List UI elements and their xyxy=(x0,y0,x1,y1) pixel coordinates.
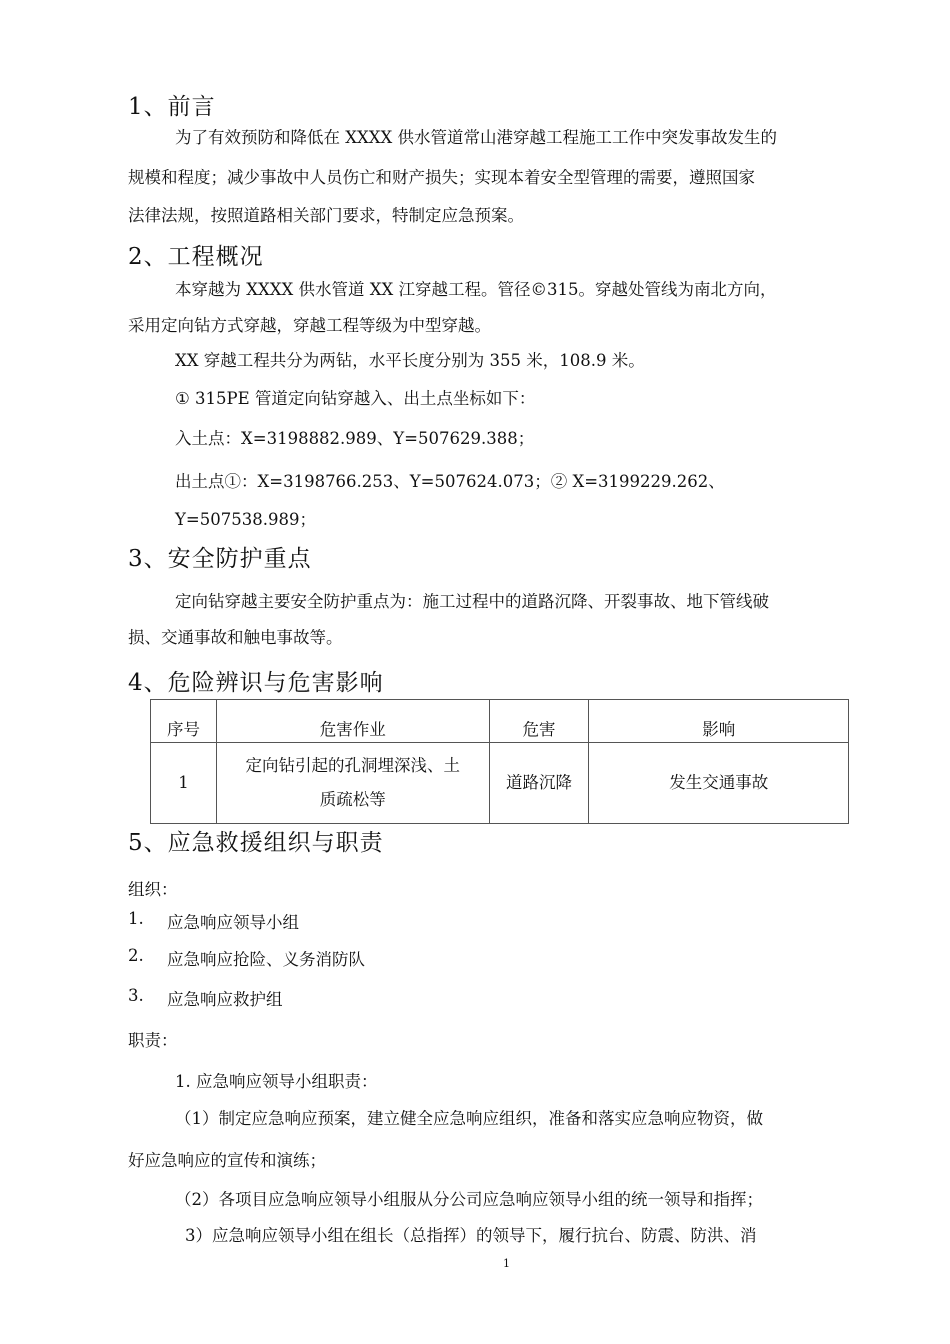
section2-line-7: Y=507538.989； xyxy=(175,510,316,529)
org-item-3-num: 3. xyxy=(128,986,144,1005)
table-header-hazard: 危害 xyxy=(489,700,589,743)
org-item-1-num: 1. xyxy=(128,909,144,928)
table-header-row xyxy=(151,700,849,743)
section5-heading: 5、应急救援组织与职责 xyxy=(128,830,384,856)
org-label: 组织： xyxy=(128,880,178,899)
table-cell-work-line-1: 定向钻引起的孔洞埋深浅、土 xyxy=(245,756,460,775)
section1-line-1: 为了有效预防和降低在 XXXX 供水管道常山港穿越工程施工工作中突发事故发生的 xyxy=(175,128,777,147)
org-item-3-text: 应急响应救护组 xyxy=(167,990,283,1009)
table-cell-impact: 发生交通事故 xyxy=(589,743,849,824)
table-header-seq: 序号 xyxy=(151,700,217,743)
section1-line-3: 法律法规，按照道路相关部门要求，特制定应急预案。 xyxy=(128,206,524,225)
table-header-impact: 影响 xyxy=(589,700,849,743)
table-cell-work-line-2: 质疏松等 xyxy=(319,790,386,809)
duty-line-4: 3）应急响应领导小组在组长（总指挥）的领导下，履行抗台、防震、防洪、消 xyxy=(185,1226,757,1245)
duty-line-3: （2）各项目应急响应领导小组服从分公司应急响应领导小组的统一领导和指挥； xyxy=(175,1190,763,1209)
section2-line-1: 本穿越为 XXXX 供水管道 XX 江穿越工程。管径©315。穿越处管线为南北方向， xyxy=(175,280,777,299)
section1-line-2: 规模和程度；减少事故中人员伤亡和财产损失；实现本着安全型管理的需要，遵照国家 xyxy=(128,168,755,187)
hazard-table xyxy=(150,699,849,824)
section2-heading: 2、工程概况 xyxy=(128,244,264,270)
section1-heading: 1、前言 xyxy=(128,94,216,120)
section2-line-6: 出土点①：X=3198766.253、Y=507624.073；② X=3199229.262、 xyxy=(175,472,725,491)
table-cell-work xyxy=(216,743,489,824)
section2-line-2: 采用定向钻方式穿越，穿越工程等级为中型穿越。 xyxy=(128,316,491,335)
org-item-1-text: 应急响应领导小组 xyxy=(167,913,299,932)
duty-line-2: 好应急响应的宣传和演练； xyxy=(128,1151,326,1170)
table-header-work: 危害作业 xyxy=(216,700,489,743)
org-item-2-num: 2. xyxy=(128,946,144,965)
section2-line-5: 入土点：X=3198882.989、Y=507629.388； xyxy=(175,429,535,448)
section2-line-4: ① 315PE 管道定向钻穿越入、出土点坐标如下： xyxy=(175,389,536,408)
section4-heading: 4、危险辨识与危害影响 xyxy=(128,670,384,696)
section3-line-1: 定向钻穿越主要安全防护重点为：施工过程中的道路沉降、开裂事故、地下管线破 xyxy=(175,592,769,611)
org-item-2-text: 应急响应抢险、义务消防队 xyxy=(167,950,365,969)
section2-line-3: XX 穿越工程共分为两钻，水平长度分别为 355 米，108.9 米。 xyxy=(175,351,645,370)
section3-heading: 3、安全防护重点 xyxy=(128,546,312,572)
page-number: 1 xyxy=(503,1257,510,1270)
duty-line-1: （1）制定应急响应预案，建立健全应急响应组织，准备和落实应急响应物资，做 xyxy=(175,1109,763,1128)
table-cell-hazard: 道路沉降 xyxy=(489,743,589,824)
section3-line-2: 损、交通事故和触电事故等。 xyxy=(128,628,343,647)
table-cell-seq: 1 xyxy=(151,743,217,824)
duty-title: 1. 应急响应领导小组职责： xyxy=(175,1072,378,1091)
duty-label: 职责： xyxy=(128,1031,178,1050)
table-row xyxy=(151,743,849,824)
